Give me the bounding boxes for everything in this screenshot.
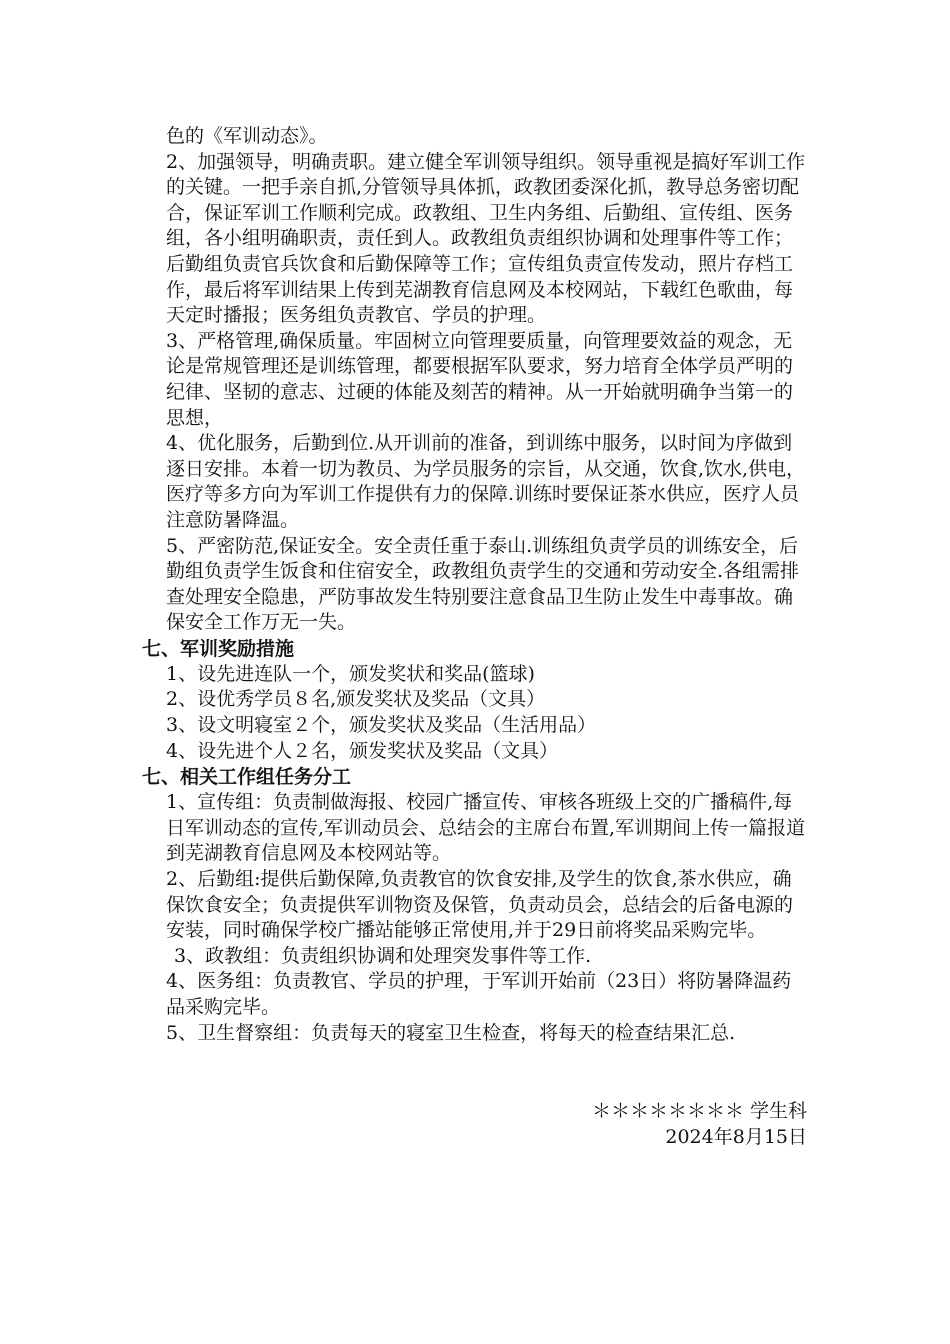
signature-block	[592, 1098, 807, 1150]
reward-item: 4、设先进个人２名，颁发奖状及奖品（文具）	[166, 739, 559, 762]
paragraph-service: 4、优化服务，后勤到位.从开训前的准备，到训练中服务，以时间为序做到逐日安排。本着一切为教员、为学员服务的宗旨，从交通，饮食,饮水,供电，医疗等多方向为军训工作提供有力的保障.训练时要保证茶水供应，医疗人员注意防暑降温。	[166, 432, 806, 531]
paragraph-safety: 5、严密防范,保证安全。安全责任重于泰山.训练组负责学员的训练安全，后勤组负责学生饭食和住宿安全，政教组负责学生的交通和劳动安全.各组需排查处理安全隐患，严防事故发生特别要注意食品卫生防止发生中毒事故。确保安全工作万无一失。	[166, 534, 800, 634]
reward-item: 2、设优秀学员８名,颁发奖状及奖品（文具）	[166, 688, 546, 711]
section-heading-rewards: 七、军训奖励措施	[142, 637, 295, 660]
task-item-logistics: 2、后勤组:提供后勤保障,负责教官的饮食安排,及学生的饮食,茶水供应，确保饮食安全；负责提供军训物资及保管，负责动员会，总结会的后备电源的安装，同时确保学校广播站能够正常使用,并于29日前将奖品采购完毕。	[166, 868, 794, 942]
reward-item: 3、设文明寝室２个，颁发奖状及奖品（生活用品）	[166, 714, 597, 737]
document-body	[142, 124, 806, 1046]
paragraph-leadership: 2、加强领导，明确责职。建立健全军训领导组织。领导重视是搞好军训工作的关键。一把手亲自抓,分管领导具体抓，政教团委深化抓，教导总务密切配合，保证军训工作顺利完成。政教组、卫生内务组、后勤组、宣传组、医务组，各小组明确职责，责任到人。政教组负责组织协调和处理事件等工作；后勤组负责官兵饮食和后勤保障等工作；宣传组负责宣传发动，照片存档工作，最后将军训结果上传到芜湖教育信息网及本校网站，下载红色歌曲，每天定时播报；医务组负责教官、学员的护理。	[166, 150, 806, 327]
paragraph-management: 3、严格管理,确保质量。牢固树立向管理要质量，向管理要效益的观念，无论是常规管理还是训练管理，都要根据军队要求，努力培育全体学员严明的纪律、坚韧的意志、过硬的体能及刻苦的精神。从一开始就明确争当第一的思想，	[166, 329, 794, 429]
task-item-medical: 4、医务组：负责教官、学员的护理，于军训开始前（23日）将防暑降温药品采购完毕。	[166, 970, 792, 1018]
paragraph-continuation: 色的《军训动态》。	[166, 125, 328, 147]
task-item-publicity: 1、宣传组：负责制做海报、校园广播宣传、审核各班级上交的广播稿件,每日军训动态的宣传,军训动员会、总结会的主席台布置,军训期间上传一篇报道到芜湖教育信息网及本校网站等。	[166, 791, 806, 865]
signature-date: 2024年8月15日	[665, 1126, 807, 1148]
task-item-hygiene: 5、卫生督察组：负责每天的寝室卫生检查，将每天的检查结果汇总.	[166, 1021, 736, 1044]
task-item-political: 3、政教组：负责组织协调和处理突发事件等工作.	[174, 944, 592, 967]
section-heading-tasks: 七、相关工作组任务分工	[142, 766, 352, 789]
reward-item: 1、设先进连队一个，颁发奖状和奖品(篮球)	[166, 662, 535, 685]
signature-org: ＊＊＊＊＊＊＊＊ 学生科	[591, 1100, 807, 1122]
